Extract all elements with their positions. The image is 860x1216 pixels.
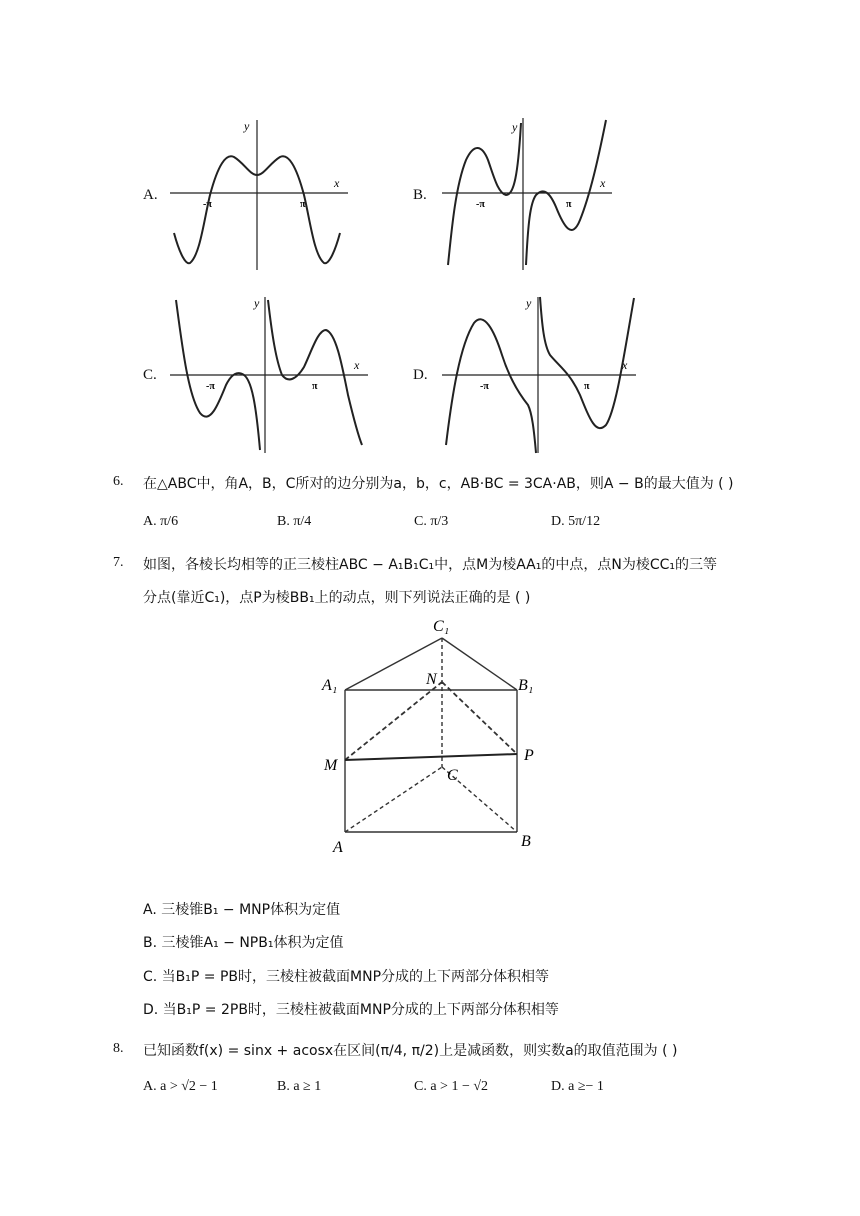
q8-number: 8. [113,1041,124,1056]
q7-number: 7. [113,555,124,570]
graph-c-negpi: -π [206,381,215,392]
graph-d [440,295,640,455]
option-b-label: B. [413,187,427,203]
label-p: P [524,747,534,764]
q6-option-d: D. 5π/12 [551,514,601,529]
graph-a [168,115,353,275]
q6-option-c: C. π/3 [414,514,449,529]
label-a: A [333,839,343,856]
label-n: N [426,671,437,688]
q7-option-b: B. 三棱锥A₁ − NPB₁体积为定值 [143,935,344,951]
label-c: C [447,767,458,784]
graph-b-pi: π [566,199,572,210]
graph-a-x-label: x [334,176,340,190]
q6-option-a: A. π/6 [143,514,179,529]
label-c1: C₁ [433,618,450,635]
q7-option-d: D. 当B₁P = 2PB时，三棱柱被截面MNP分成的上下两部分体积相等 [143,1002,559,1018]
graph-d-x-label: x [622,358,628,372]
prism-figure [320,612,550,857]
label-a1: A₁ [322,677,338,694]
label-b: B [521,833,531,850]
graph-a-pi: π [300,199,306,210]
graph-c-y-label: y [254,296,260,310]
graph-d-y-label: y [526,296,532,310]
q8-option-d: D. a ≥− 1 [551,1079,604,1094]
graph-b [440,115,620,275]
graph-a-negpi: -π [203,199,212,210]
graph-d-negpi: -π [480,381,489,392]
graph-b-x-label: x [600,176,606,190]
option-c-label: C. [143,367,157,383]
graph-c-pi: π [312,381,318,392]
graph-c [168,295,373,455]
label-b1: B₁ [518,677,534,694]
graph-b-negpi: -π [476,199,485,210]
q8-option-c: C. a > 1 − √2 [414,1079,489,1094]
q7-line1: 如图，各棱长均相等的正三棱柱ABC − A₁B₁C₁中，点M为棱AA₁的中点，点N为棱CC₁的三等 [143,557,718,573]
label-m: M [324,757,338,774]
option-a-label: A. [143,187,158,203]
q8-option-b: B. a ≥ 1 [277,1079,322,1094]
q6-number: 6. [113,474,124,489]
option-d-label: D. [413,367,428,383]
q7-option-a: A. 三棱锥B₁ − MNP体积为定值 [143,902,341,918]
graph-b-y-label: y [512,120,518,134]
graph-d-pi: π [584,381,590,392]
q7-line2: 分点(靠近C₁)，点P为棱BB₁上的动点，则下列说法正确的是 ( ) [143,590,531,606]
graph-c-x-label: x [354,358,360,372]
q7-option-c: C. 当B₁P = PB时，三棱柱被截面MNP分成的上下两部分体积相等 [143,969,550,985]
q8-text: 已知函数f(x) = sinx + acosx在区间(π/4, π/2)上是减函数，则实数a的取值范围为 ( ) [143,1043,678,1059]
q6-text: 在△ABC中，角A，B，C所对的边分别为a，b，c，AB·BC = 3CA·AB，则A − B的最大值为 ( ) [143,476,734,492]
graph-a-y-label: y [244,119,250,133]
q8-option-a: A. a > √2 − 1 [143,1079,218,1094]
q6-option-b: B. π/4 [277,514,312,529]
